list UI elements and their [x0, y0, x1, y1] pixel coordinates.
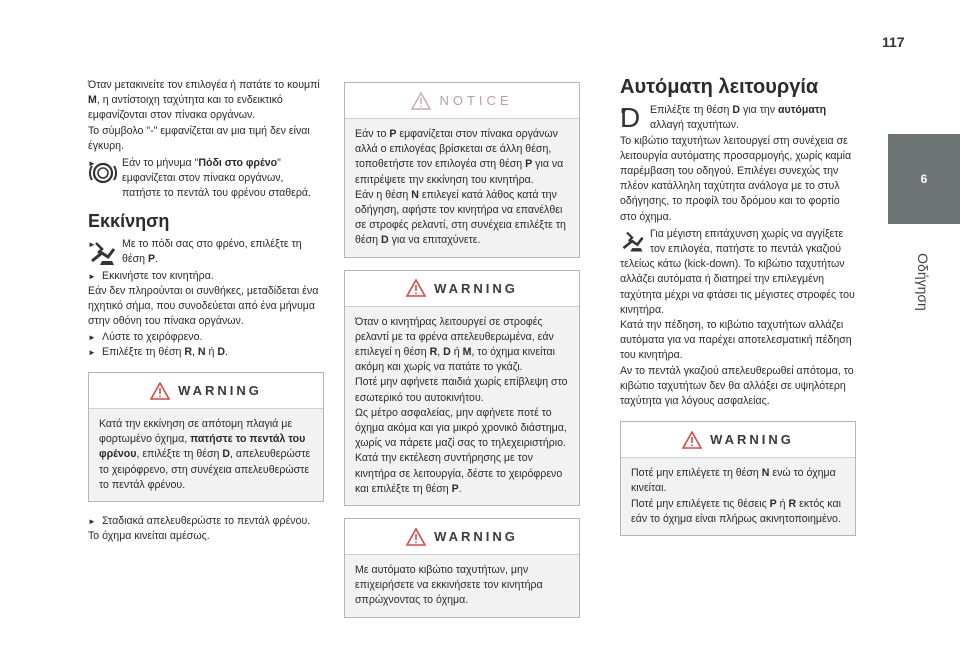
- paragraph: Για μέγιστη επιτάχυνση χωρίς να αγγίξετε τον επιλογέα, πατήστε το πεντάλ γκαζιού τελείως κάτω (kick-down). Το κιβώτιο ταχυτήτων αλλάζει αυτόματα ή διατηρεί την επιλεγμένη ταχύτητα μέχρι να φτάσει τις μέγιστες στροφές του κινητήρα.: [620, 227, 855, 316]
- warning-text: Όταν ο κινητήρας λειτουργεί σε στροφές ρελαντί με τα φρένα απελευθερωμένα, εάν επιλεγεί η θέση R, D ή M, το όχημα κινείται ακόμη και χωρίς να πατάτε το γκάζι. Ποτέ μην αφήνετε παιδιά χωρίς επίβλεψη στο εσωτερικό του αυτοκινήτου. Ως μέτρο ασφαλείας, μην αφήνετε ποτέ το όχημα ακόμα και για μικρό χρονικό διάστημα, χωρίς να πάρετε μαζί σας το τηλεχειριστήριο. Κατά την εκτέλεση συντήρησης με τον κινητήρα σε λειτουργία, δέστε το χειρόφρενο και επιλέξτε τη θέση P.: [355, 315, 568, 495]
- warning-label: WARNING: [178, 382, 262, 398]
- warning-triangle-icon: [406, 279, 426, 297]
- warning-text: Με αυτόματο κιβώτιο ταχυτήτων, μην επιχειρήσετε να εκκινήσετε τον κινητήρα σπρώχνοντας το όχημα.: [355, 564, 543, 607]
- warning-header: [89, 373, 323, 409]
- warning-label: WARNING: [434, 528, 518, 544]
- foot-on-pedal-icon: [620, 229, 646, 255]
- column-right: [620, 76, 856, 536]
- notice-label: NOTICE: [439, 92, 513, 108]
- bullet-item: ► Σταδιακά απελευθερώστε το πεντάλ φρένου.: [88, 514, 324, 529]
- warning-header: [345, 271, 579, 307]
- paragraph: Αν το πεντάλ γκαζιού απελευθερωθεί απότομα, το κιβώτιο ταχυτήτων δεν θα αλλάξει σε υψηλότερη ταχύτητα για λόγους ασφαλείας.: [620, 364, 854, 408]
- bullet-item: ► Λύστε το χειρόφρενο.: [88, 330, 324, 345]
- paragraph: Το σύμβολο "-" εμφανίζεται αν μια τιμή δεν είναι έγκυρη.: [88, 124, 310, 152]
- warning-box: [88, 372, 324, 502]
- bullet-item: ► Με το πόδι σας στο φρένο, επιλέξτε τη θέση P.: [88, 237, 324, 267]
- paragraph: Εάν δεν πληρούνται οι συνθήκες, μεταδίδεται ένα ηχητικό σήμα, που συνοδεύεται από ένα μήνυμα στην οθόνη του πίνακα οργάνων.: [88, 285, 319, 328]
- brake-instruction: [88, 156, 324, 202]
- warning-text: Κατά την εκκίνηση σε απότομη πλαγιά με φορτωμένο όχημα, πατήστε το πεντάλ του φρένου, επιλέξτε τη θέση D, απελευθερώστε το χειρόφρενο, στη συνέχεια απελευθερώστε το πεντάλ φρένου.: [99, 418, 311, 491]
- notice-text: Εάν το P εμφανίζεται στον πίνακα οργάνων αλλά ο επιλογέας βρίσκεται σε άλλη θέση, τοποθετήστε τον επιλογέα στη θέση P για να επιτρέψετε την εκκίνηση του κινητήρα. Εάν η θέση N επιλεγεί κατά λάθος κατά την οδήγηση, αφήστε τον κινητήρα να επανέλθει σε στροφές ρελαντί, στη συνέχεια επιλέξτε τη θέση D για να επιταχύνετε.: [355, 128, 566, 247]
- page-number: 117: [882, 34, 905, 50]
- paragraph: Όταν μετακινείτε τον επιλογέα ή πατάτε το κουμπί M, η αντίστοιχη ταχύτητα και το ενδεικτικό εμφανίζονται στον πίνακα οργάνων.: [88, 79, 320, 122]
- start-instruction: [88, 237, 324, 267]
- warning-label: WARNING: [710, 432, 794, 448]
- section-heading: Εκκίνηση: [88, 210, 170, 231]
- warning-box: [620, 421, 856, 536]
- auto-instruction: [620, 103, 856, 133]
- notice-box: [344, 82, 580, 258]
- warning-triangle-icon: [150, 382, 170, 400]
- bullet-item: ► Επιλέξτε τη θέση D για την αυτόματη αλλαγή ταχυτήτων.: [620, 103, 856, 133]
- bullet-item: ► Επιλέξτε τη θέση R, N ή D.: [88, 345, 324, 360]
- notice-triangle-icon: [411, 92, 431, 110]
- column-middle: [344, 82, 580, 618]
- chapter-title: Οδήγηση: [915, 253, 931, 311]
- chapter-tab[interactable]: [888, 134, 960, 224]
- warning-box: [344, 270, 580, 506]
- warning-box: [344, 518, 580, 618]
- warning-label: WARNING: [434, 280, 518, 296]
- chapter-number: 6: [920, 172, 928, 186]
- gear-d-symbol: D: [620, 102, 641, 134]
- paragraph: Το κιβώτιο ταχυτήτων λειτουργεί στη συνέχεια σε λειτουργία αυτόματης προσαρμογής, χωρίς καμία παρέμβαση του οδηγού. Επιλέγει συνεχώς την πλέον κατάλληλη ταχύτητα ανάλογα με το στυλ οδήγησης, το προφίλ του δρόμου και το φορτίο στο όχημα.: [620, 134, 852, 223]
- warning-text: Ποτέ μην επιλέγετε τη θέση N ενώ το όχημα κινείται. Ποτέ μην επιλέγετε τις θέσεις P ή R εκτός και εάν το όχημα είναι πλήρως ακινητοποιημένο.: [631, 467, 841, 525]
- warning-header: [621, 422, 855, 458]
- warning-triangle-icon: [682, 431, 702, 449]
- bullet-item: ► Εάν το μήνυμα "Πόδι στο φρένο" εμφανίζεται στον πίνακα οργάνων, πατήστε το πεντάλ του φρένου σταθερά.: [88, 156, 324, 202]
- notice-header: [345, 83, 579, 119]
- bullet-item: ► Εκκινήστε τον κινητήρα.: [88, 269, 324, 284]
- chapter-label: [902, 230, 942, 340]
- paragraph: Κατά την πέδηση, το κιβώτιο ταχυτήτων αλλάζει αυτόματα για να παρέχει αποτελεσματική πέδηση του κινητήρα.: [620, 319, 852, 362]
- section-heading: Αυτόματη λειτουργία: [620, 76, 819, 98]
- warning-header: [345, 519, 579, 555]
- kickdown-instruction: [620, 227, 856, 318]
- column-left: [88, 78, 324, 544]
- warning-triangle-icon: [406, 528, 426, 546]
- paragraph: Το όχημα κινείται αμέσως.: [88, 530, 210, 543]
